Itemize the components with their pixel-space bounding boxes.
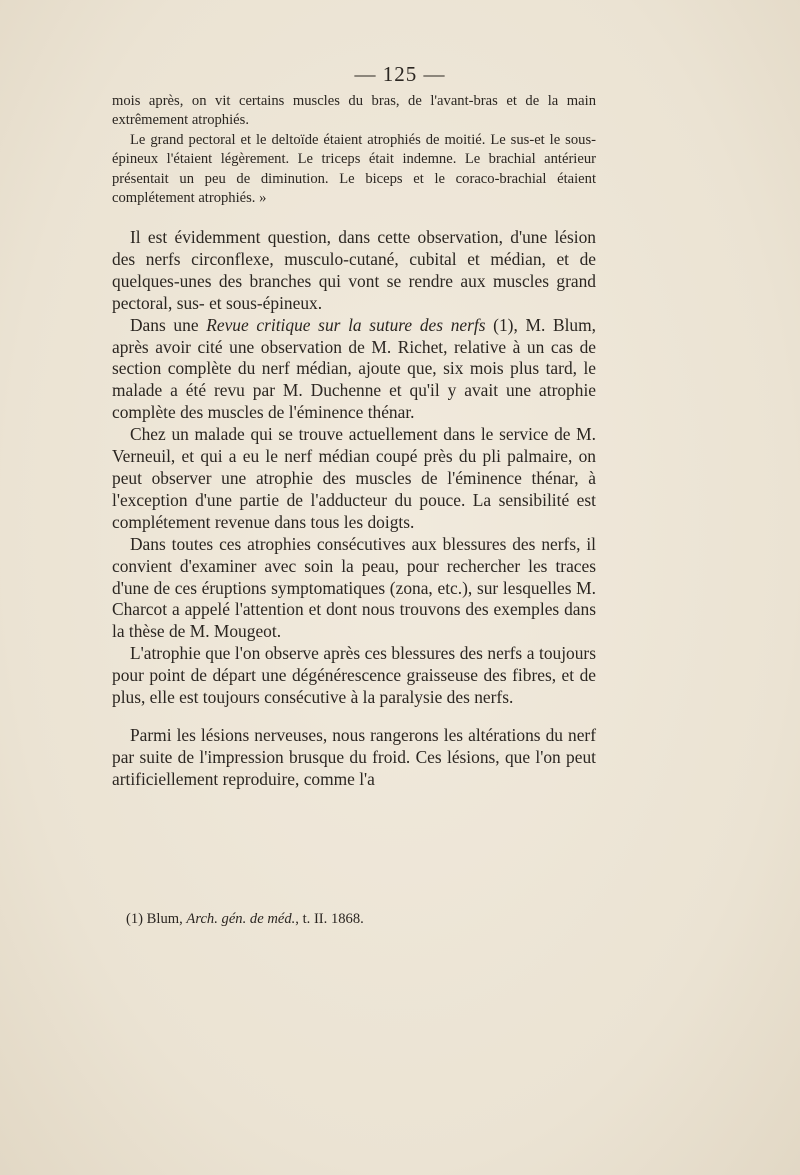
- body-paragraph: Parmi les lésions nerveuses, nous rangerons les altérations du nerf par suite de l'impression brusque du froid. Ces lésions, que l'on peut artificiellement reproduire, comme l'a: [112, 724, 596, 789]
- quote-paragraph: Le grand pectoral et le deltoïde étaient atrophiés de moitié. Le sus-et le sous-épineux l'étaient légèrement. Le triceps était indemne. Le brachial antérieur présentait un peu de diminution. Le biceps et le coraco-brachial étaient complétement atrophiés. »: [112, 131, 596, 207]
- cited-title: Revue critique sur la suture des nerfs: [206, 314, 486, 335]
- footnote-text: , t. II. 1868.: [295, 911, 364, 927]
- body-paragraph: [112, 315, 596, 425]
- quoted-observation: [112, 92, 596, 208]
- body-paragraph: Il est évidemment question, dans cette observation, d'une lésion des nerfs circonflexe, musculo-cutané, cubital et médian, et de quelques-unes des branches qui vont se rendre aux muscles grand pectoral, sus- et sous-épineux.: [112, 227, 596, 313]
- footnote: [126, 910, 364, 929]
- body-paragraph: Dans toutes ces atrophies consécutives aux blessures des nerfs, il convient d'examiner avec soin la peau, pour rechercher les traces d'une de ces éruptions symptomatiques (zona, etc.), sur lesquelles M. Charcot a appelé l'attention et dont nous trouvons des exemples dans la thèse de M. Mougeot.: [112, 533, 596, 642]
- footnote-journal: Arch. gén. de méd.: [186, 911, 296, 927]
- body-paragraph: L'atrophie que l'on observe après ces blessures des nerfs a toujours pour point de départ une dégénérescence graisseuse des fibres, et de plus, elle est toujours consécutive à la paralysie des nerfs.: [112, 643, 596, 708]
- main-text: [112, 227, 596, 791]
- quote-paragraph: mois après, on vit certains muscles du bras, de l'avant-bras et de la main extrêmement atrophiés.: [112, 93, 596, 129]
- body-paragraph: Chez un malade qui se trouve actuellement dans le service de M. Verneuil, et qui a eu le nerf médian coupé près du pli palmaire, on peut observer une atrophie des muscles de l'éminence thénar, à l'exception d'une partie de l'adducteur du pouce. La sensibilité est complétement revenue dans tous les doigts.: [112, 424, 596, 532]
- text-run: Dans une: [130, 314, 207, 335]
- text-run: (1), M. Blum, après avoir cité une observation de M. Richet, relative à un cas de section complète du nerf médian, ajoute que, six mois plus tard, le malade a été revu par M. Duchenne et qu'il y avait une atrophie complète des muscles de l'éminence thénar.: [112, 314, 596, 423]
- footnote-text: (1) Blum,: [126, 911, 187, 927]
- page-number: — 125 —: [354, 62, 446, 86]
